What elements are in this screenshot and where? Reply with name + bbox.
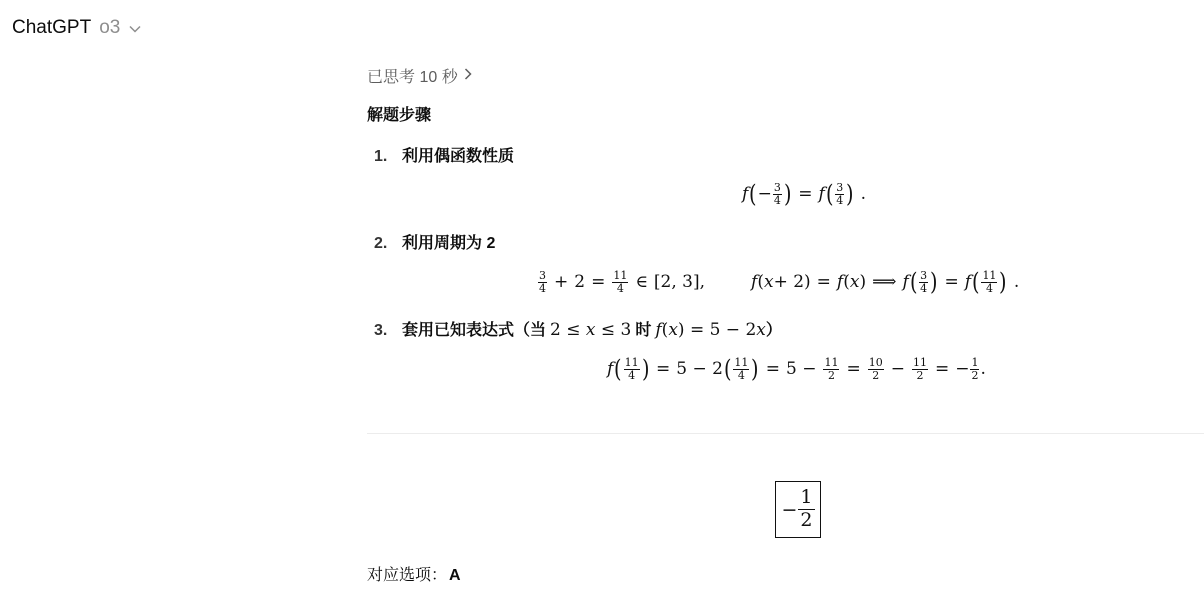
answer-line bbox=[367, 562, 461, 585]
step-title-function: f(x) = 5 − 2x bbox=[655, 320, 766, 340]
assistant-message bbox=[367, 0, 1204, 597]
step-3-equation: f ( $\frac{11}{4}$ ) = 5 − 2 ( $\frac{11}{4}$ ) = 5 − $\frac{11}{2}$ = $\frac{10}{2}$ − $\frac{11}{2}$ = − $\frac{1}{2}$ . bbox=[607, 355, 986, 384]
step-number: 2. bbox=[374, 235, 388, 252]
step-title-prefix: 套用已知表达式（当 bbox=[402, 322, 547, 339]
thought-toggle[interactable] bbox=[367, 64, 472, 87]
step-1-heading bbox=[374, 143, 514, 166]
final-result-box bbox=[775, 481, 821, 538]
answer-value: A bbox=[449, 567, 461, 584]
step-title-condition: 2 ≤ x ≤ 3 bbox=[550, 320, 632, 340]
app-name: ChatGPT bbox=[12, 17, 92, 38]
step-number: 1. bbox=[374, 148, 388, 165]
divider bbox=[367, 433, 1204, 434]
step-2-equation: $\frac{3}{4}$ + 2 = $\frac{11}{4}$ ∈ [2, 3], f ( x + 2) = f ( x ) ⟹ f ( $\frac{3}{4}$ ) = f ( $\frac{11}{4}$ ) . bbox=[539, 268, 1020, 297]
step-title: 利用周期为 2 bbox=[402, 235, 496, 252]
answer-label: 对应选项： bbox=[367, 567, 448, 584]
result-numerator: 1 bbox=[800, 486, 813, 509]
result-sign: − bbox=[781, 498, 798, 521]
model-selector[interactable] bbox=[12, 15, 141, 41]
step-3-heading bbox=[374, 317, 782, 340]
result-fraction bbox=[798, 487, 814, 532]
chevron-right-icon bbox=[464, 67, 472, 85]
model-name: o3 bbox=[99, 17, 121, 38]
step-title: 利用偶函数性质 bbox=[402, 148, 515, 165]
step-number: 3. bbox=[374, 322, 388, 339]
result-denominator: 2 bbox=[800, 509, 813, 531]
step-title-suffix: ） bbox=[765, 322, 782, 339]
thought-label: 已思考 10 秒 bbox=[367, 69, 458, 86]
step-title-middle: 时 bbox=[635, 322, 652, 339]
section-title: 解题步骤 bbox=[367, 107, 432, 124]
step-1-equation: f ( − $\frac{3}{4}$ ) = f ( $\frac{3}{4}$ ) . bbox=[742, 180, 866, 209]
step-2-heading bbox=[374, 230, 495, 253]
chevron-down-icon bbox=[129, 20, 141, 38]
